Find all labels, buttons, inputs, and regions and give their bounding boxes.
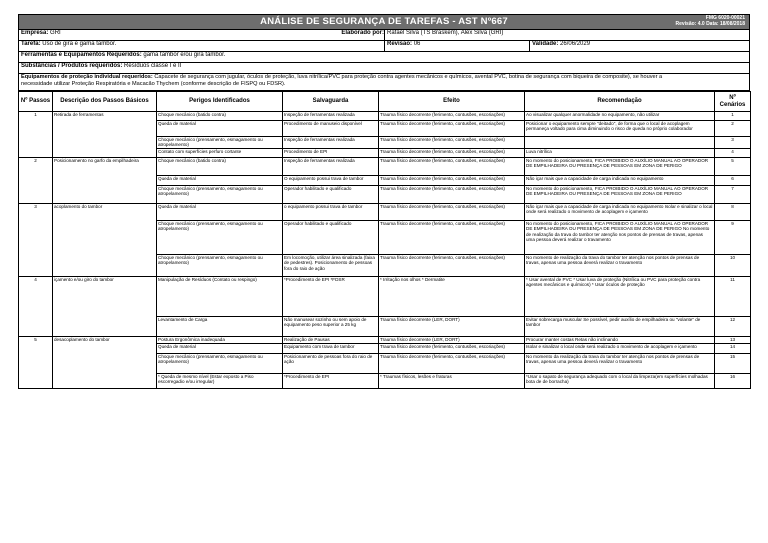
cenario-number: 9: [715, 221, 751, 255]
salvaguarda-cell: o equipamento possui trava de tambor: [283, 204, 379, 221]
col-passos: Nº Passos: [19, 92, 53, 112]
table-header: [19, 92, 751, 112]
recomendacao-cell: Luva nitrílica: [525, 149, 715, 158]
step-description: Retirada de ferramentas: [53, 112, 157, 158]
form-code: FMG 6020-00021: [705, 15, 745, 21]
perigo-cell: Choque mecânico (batido contra): [157, 158, 283, 176]
salvaguarda-cell: Operador habilitado e qualificado: [283, 221, 379, 255]
info-row-ferramentas: [18, 52, 750, 63]
cenario-number: 10: [715, 255, 751, 277]
table-row: [19, 158, 751, 176]
title-bar: [18, 14, 750, 30]
recomendacao-cell: Procurar manter costas Retas não inclinando: [525, 337, 715, 344]
col-descricao: Descrição dos Passos Básicos: [53, 92, 157, 112]
cenario-number: 4: [715, 149, 751, 158]
efeito-cell: Trauma físico decorrente (LER, DORT): [379, 317, 525, 337]
efeito-cell: Trauma físico decorrente (ferimento, contusões, escoriações): [379, 158, 525, 176]
recomendacao-cell: No momento do posicionamento, FICA PROIBIDO O AUXÍLIO MANUAL AO OPERADOR DE EMPILHADEIRA OU PRESENÇA DE PESSOAS EM ZONA DE PERIGO No momento de realização da trava do tambor ter atenção nos pontos de prensas de travas, apenas uma pessoa deverá realizar o travamento: [525, 221, 715, 255]
ast-document: [18, 14, 750, 389]
efeito-cell: Trauma físico decorrente (ferimento, contusões, escoriações): [379, 186, 525, 204]
recomendacao-cell: Não içar mais que a capacidade de carga indicada no equipamento Isolar e sinalizar o local onde será realizado o movimento de acoplagem e içamento: [525, 204, 715, 221]
tarefa-label: Tarefa:: [21, 41, 41, 47]
efeito-cell: Trauma físico decorrente (ferimento, contusões, escoriações): [379, 137, 525, 149]
elaborado-label: Elaborado por:: [341, 30, 384, 36]
perigo-cell: Postura Ergonômica inadequada: [157, 337, 283, 344]
cenario-number: 11: [715, 277, 751, 317]
salvaguarda-cell: Procedimento de manuseio disponível: [283, 121, 379, 137]
salvaguarda-cell: Operador habilitado e qualificado: [283, 186, 379, 204]
cenario-number: 14: [715, 344, 751, 354]
recomendacao-cell: Não içar mais que a capacidade de carga indicada no equipamento: [525, 176, 715, 186]
perigo-cell: Manipulação de Resíduos (Contato ou respingo): [157, 277, 283, 317]
epi-value: Capacete de segurança com jugular, óculos de proteção, luva nitrílica/PVC para proteção contra agentes mecânicos e químicos, avental PVC, botina de segurança com biqueira de composite), se houver a: [154, 74, 663, 80]
step-number: 5: [19, 337, 53, 389]
perigo-cell: Choque mecânico (prensamento, esmagamento ou atropelamento): [157, 221, 283, 255]
recomendacao-cell: No momento do posicionamento, FICA PROIBIDO O AUXÍLIO MANUAL AO OPERADOR DE EMPILHADEIRA OU PRESENÇA DE PESSOAS EM ZONA DE PERIGO: [525, 186, 715, 204]
revision-date: Revisão: 4.0 Data: 18/08/2018: [675, 21, 745, 27]
step-number: 4: [19, 277, 53, 337]
recomendacao-cell: No momento de realização da trava do tambor ter atenção nos pontos de prensas de travas, apenas uma pessoa deverá realizar o travamento: [525, 255, 715, 277]
efeito-cell: Trauma físico decorrente (ferimento, contusões, escoriações): [379, 176, 525, 186]
col-perigos: Perigos Identificados: [157, 92, 283, 112]
efeito-cell: Trauma físico decorrente (ferimento, contusões, escoriações): [379, 354, 525, 374]
cenario-number: 5: [715, 158, 751, 176]
efeito-cell: Trauma físico decorrente (ferimento, contusões, escoriações): [379, 149, 525, 158]
col-efeito: Efeito: [379, 92, 525, 112]
cenario-number: 3: [715, 137, 751, 149]
salvaguarda-cell: Inspeção de ferramentas realizada: [283, 137, 379, 149]
cenario-number: 7: [715, 186, 751, 204]
recomendacao-cell: Posicionar o equipamento sempre "deitado", de forma que o local de acoplagem permaneça voltado para cima diminuindo o risco de queda no próprio colaborador: [525, 121, 715, 137]
perigo-cell: Choque mecânico (prensamento, esmagamento ou atropelamento): [157, 354, 283, 374]
perigo-cell: * Queda de mesmo nível (Estar exposto a Piso escorregadio e/ou irregular): [157, 374, 283, 389]
ferramentas-value: gama tambor e/ou gira tambor.: [143, 52, 226, 58]
validade-label: Validade:: [532, 41, 559, 47]
efeito-cell: * Traumas físicos, lesões e fraturas: [379, 374, 525, 389]
perigo-cell: Choque mecânico (prensamento, esmagamento ou atropelamento): [157, 255, 283, 277]
empresa-label: Empresa:: [21, 30, 49, 36]
step-number: 3: [19, 204, 53, 277]
info-row-substancias: [18, 63, 750, 74]
tarefa-value: Uso de gira e gama tambor.: [42, 41, 117, 47]
salvaguarda-cell: Inspeção de ferramentas realizada: [283, 112, 379, 121]
cenario-number: 1: [715, 112, 751, 121]
recomendacao-cell: Evitar sobrecarga muscular Se possível, pedir auxílio de empilhadeira ou "volante" de tambor: [525, 317, 715, 337]
col-recomendacao: Recomendação: [525, 92, 715, 112]
table-row: [19, 337, 751, 344]
validade-value: 26/06/2029: [560, 41, 591, 47]
substancias-label: Substâncias / Produtos requeridos:: [21, 63, 123, 69]
salvaguarda-cell: *Procedimento de EPI *FDSR: [283, 277, 379, 317]
revisao-label: Revisão:: [387, 41, 413, 47]
recomendacao-cell: [525, 137, 715, 149]
cenario-number: 6: [715, 176, 751, 186]
efeito-cell: Trauma físico decorrente (ferimento, contusões, escoriações): [379, 121, 525, 137]
recomendacao-cell: No momento da realização da trava do tambor ter atenção nos pontos de prensas de travas, apenas uma pessoa deverá realizar o travamento: [525, 354, 715, 374]
salvaguarda-cell: Em locomoção, utilizar área sinalizada (faixa de pedestres). Posicionamento de pessoas fora do raio de ação: [283, 255, 379, 277]
cenario-number: 16: [715, 374, 751, 389]
efeito-cell: Trauma físico decorrente (ferimento, contusões, escoriações): [379, 204, 525, 221]
cenario-number: 13: [715, 337, 751, 344]
document-title: ANÁLISE DE SEGURANÇA DE TAREFAS - AST Nº667: [260, 16, 508, 27]
substancias-value: Resíduos classe I e II: [124, 63, 182, 69]
table-row: [19, 277, 751, 317]
recomendacao-cell: No momento do posicionamento, FICA PROIBIDO O AUXÍLIO MANUAL AO OPERADOR DE EMPILHADEIRA OU PRESENÇA DE PESSOAS EM ZONA DE PERIGO: [525, 158, 715, 176]
perigo-cell: Queda de material: [157, 121, 283, 137]
perigo-cell: Choque mecânico (prensamento, esmagamento ou atropelamento): [157, 186, 283, 204]
step-description: içamento e/ou giro do tambor: [53, 277, 157, 337]
salvaguarda-cell: *Procedimento de EPI: [283, 374, 379, 389]
efeito-cell: Trauma físico decorrente (LER, DORT): [379, 337, 525, 344]
recomendacao-cell: Ao visualizar qualquer anormalidade no equipamento, não utilizar: [525, 112, 715, 121]
perigo-cell: Choque mecânico (prensamento, esmagamento ou atropelamento): [157, 137, 283, 149]
salvaguarda-cell: Inspeção de ferramentas realizada: [283, 158, 379, 176]
table-row: [19, 112, 751, 121]
efeito-cell: Trauma físico decorrente (ferimento, contusões, escoriações): [379, 221, 525, 255]
efeito-cell: * Irritação nos olhos * Dermatite: [379, 277, 525, 317]
cenario-number: 12: [715, 317, 751, 337]
risk-table: [18, 91, 751, 389]
salvaguarda-cell: Realização de Pausas: [283, 337, 379, 344]
efeito-cell: Trauma físico decorrente (ferimento, contusões, escoriações): [379, 112, 525, 121]
perigo-cell: Levantamento de Carga: [157, 317, 283, 337]
info-row-tarefa: [18, 41, 750, 52]
cenario-number: 8: [715, 204, 751, 221]
document-code: [676, 15, 746, 27]
info-row-empresa: [18, 30, 750, 41]
revisao-value: 06: [413, 41, 421, 47]
empresa-value: GRI: [50, 30, 61, 36]
col-cenarios: Nº Cenários: [715, 92, 751, 112]
step-description: desacoplamento do tambor: [53, 337, 157, 389]
salvaguarda-cell: Posicionamento de pessoas fora do raio de ação: [283, 354, 379, 374]
col-salvaguarda: Salvaguarda: [283, 92, 379, 112]
cenario-number: 15: [715, 354, 751, 374]
salvaguarda-cell: Equipamento com trava de tambor: [283, 344, 379, 354]
step-description: Posicionamento no garfo da empilhadeira: [53, 158, 157, 204]
info-row-epi: [18, 74, 750, 91]
elaborado-value: Rafael Silva (TS Braskem), Alex Silva (GRI): [387, 30, 504, 36]
step-number: 2: [19, 158, 53, 204]
perigo-cell: Contato com superfícies perfuro cortante: [157, 149, 283, 158]
perigo-cell: Queda de material: [157, 204, 283, 221]
recomendacao-cell: *Usar o sapato de segurança adequado com o local da limpeza(em superfícies molhadas bota de de borracha): [525, 374, 715, 389]
perigo-cell: Queda de material: [157, 344, 283, 354]
epi-value-2: necessidade utilizar Proteção Respiratória e Macacão Thychem (conforme descrição de FISPQ ou FDSR).: [21, 81, 286, 87]
salvaguarda-cell: Não manusear sozinho ou sem apoio de equipamento peso superior a 25 kg: [283, 317, 379, 337]
efeito-cell: Trauma físico decorrente (ferimento, contusões, escoriações): [379, 344, 525, 354]
cenario-number: 2: [715, 121, 751, 137]
perigo-cell: Choque mecânico (batido contra): [157, 112, 283, 121]
ferramentas-label: Ferramentas e Equipamentos Requeridos:: [21, 52, 142, 58]
salvaguarda-cell: Procedimento de EPI: [283, 149, 379, 158]
step-number: 1: [19, 112, 53, 158]
salvaguarda-cell: O equipamento possui trava de tambor: [283, 176, 379, 186]
perigo-cell: Queda de material: [157, 176, 283, 186]
table-row: [19, 204, 751, 221]
efeito-cell: Trauma físico decorrente (ferimento, contusões, escoriações): [379, 255, 525, 277]
recomendacao-cell: Isolar e sinalizar o local onde será realizado o movimento de acoplagem e içamento: [525, 344, 715, 354]
epi-label: Equipamentos de proteção individual requeridos:: [21, 74, 153, 80]
step-description: acoplamento do tambor: [53, 204, 157, 277]
recomendacao-cell: * Usar avental de PVC * Usar luva de proteção (Nitrílica ou PVC para proteção contra agentes mecânicos e químicos) * Usar óculos de proteção: [525, 277, 715, 317]
